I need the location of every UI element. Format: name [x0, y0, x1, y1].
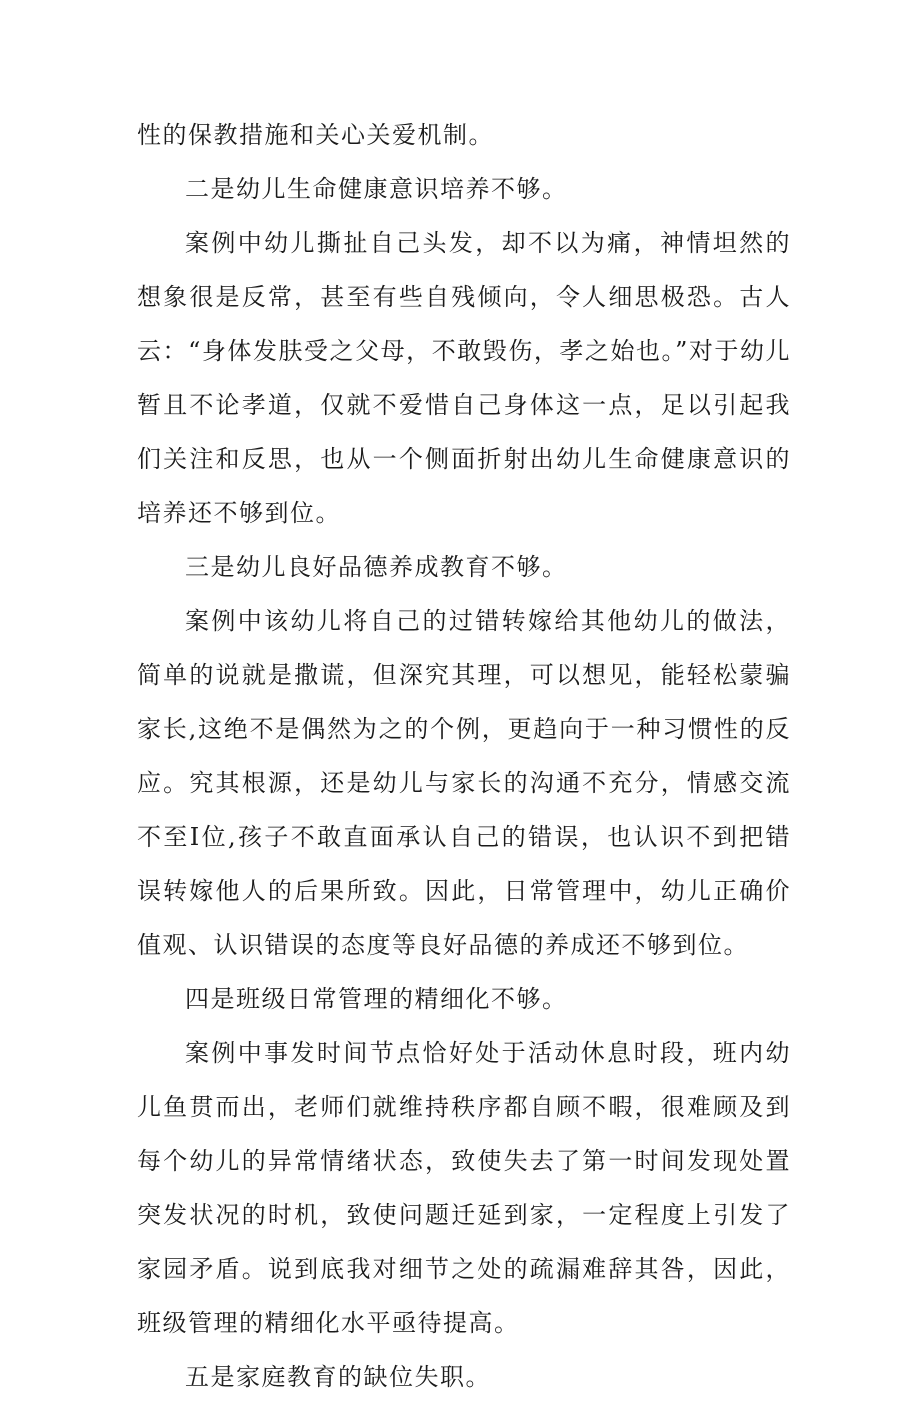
section-heading-three: 三是幼儿良好品德养成教育不够。: [185, 553, 568, 581]
body-text: [137, 108, 791, 1404]
paragraph-health-awareness: 案例中幼儿撕扯自己头发，却不以为痛，神情坦然的想象很是反常，甚至有些自残倾向，令人细思极恐。古人云：“身体发肤受之父母，不敢毁伤，孝之始也。”对于幼儿暂且不论孝道，仅就不爱惜自己身体这一点，足以引起我们关注和反思，也从一个侧面折射出幼儿生命健康意识的培养还不够到位。: [137, 229, 791, 527]
section-heading-five: 五是家庭教育的缺位失职。: [185, 1363, 491, 1391]
paragraph-moral-education: 案例中该幼儿将自己的过错转嫁给其他幼儿的做法，简单的说就是撒谎，但深究其理，可以想见，能轻松蒙骗家长,这绝不是偶然为之的个例，更趋向于一种习惯性的反应。究其根源，还是幼儿与家长的沟通不充分，情感交流不至I位,孩子不敢直面承认自己的错误，也认识不到把错误转嫁他人的后果所致。因此，日常管理中，幼儿正确价值观、认识错误的态度等良好品德的养成还不够到位。: [137, 607, 791, 959]
section-heading-two: 二是幼儿生命健康意识培养不够。: [185, 175, 568, 203]
paragraph-class-management: 案例中事发时间节点恰好处于活动休息时段，班内幼儿鱼贯而出，老师们就维持秩序都自顾不暇，很难顾及到每个幼儿的异常情绪状态，致使失去了第一时间发现处置突发状况的时机，致使问题迁延到家，一定程度上引发了家园矛盾。说到底我对细节之处的疏漏难辞其咎，因此，班级管理的精细化水平亟待提高。: [137, 1039, 791, 1337]
paragraph-continuation: 性的保教措施和关心关爱机制。: [137, 121, 494, 149]
section-heading-four: 四是班级日常管理的精细化不够。: [185, 985, 568, 1013]
